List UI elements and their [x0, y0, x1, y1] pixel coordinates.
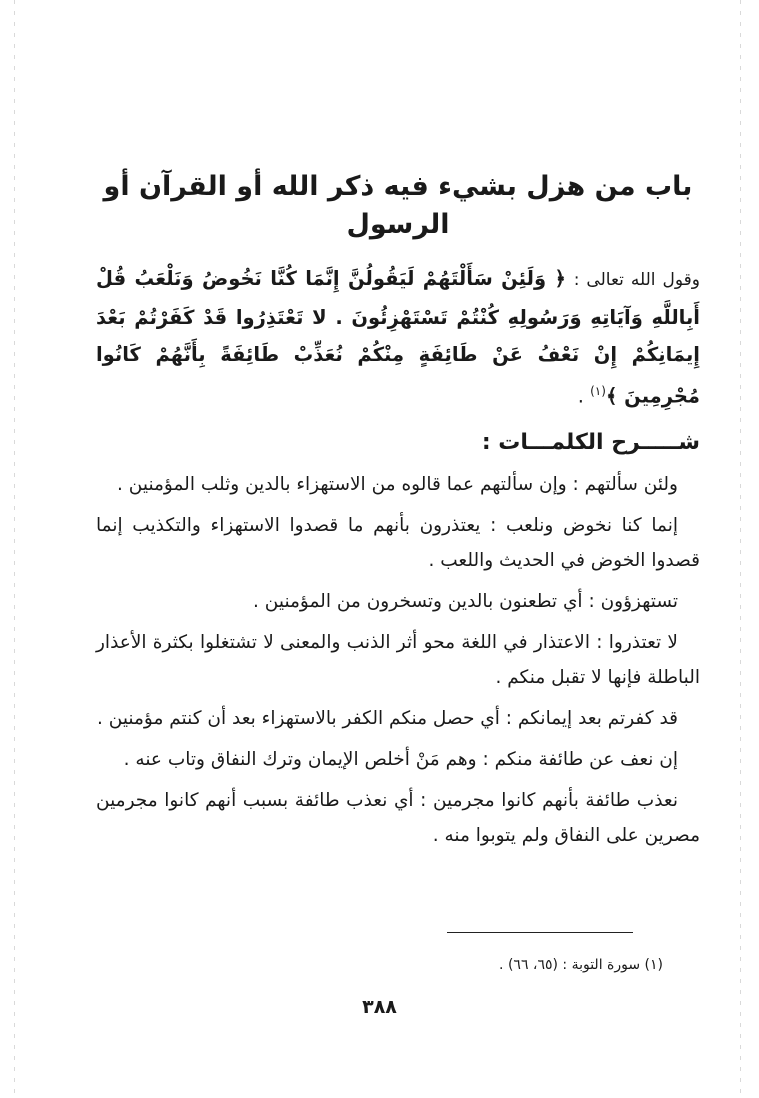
- explanation-entry: نعذب طائفة بأنهم كانوا مجرمين : أي نعذب طائفة بسبب أنهم كانوا مجرمين مصرين على النفاق ولم يتوبوا منه .: [96, 789, 700, 846]
- explanation-entry: تستهزؤون : أي تطعنون بالدين وتسخرون من المؤمنين .: [253, 590, 678, 612]
- page-body: [96, 168, 700, 859]
- verse-end: .: [577, 384, 591, 408]
- explanation-entry: إنما كنا نخوض ونلعب : يعتذرون بأنهم ما قصدوا الاستهزاء والتكذيب إنما قصدوا الخوض في الحديث واللعب .: [96, 514, 700, 571]
- scan-edge-left: [14, 0, 15, 1098]
- footnote-marker[interactable]: (١): [590, 384, 606, 398]
- page-number: ٣٨٨: [362, 996, 397, 1018]
- explanation-entry: لا تعتذروا : الاعتذار في اللغة محو أثر الذنب والمعنى لا تشتغلوا بكثرة الأعذار الباطلة فإنها لا تقبل منكم .: [96, 631, 700, 688]
- scan-edge-right: [740, 0, 741, 1098]
- footnote: (١) سورة التوبة : (٦٥، ٦٦) .: [499, 957, 663, 973]
- chapter-title: باب من هزل بشيء فيه ذكر الله أو القرآن أو الرسول: [103, 171, 693, 240]
- verse-intro: وقول الله تعالى :: [573, 270, 700, 290]
- quran-verse-paragraph: [96, 260, 700, 415]
- explanation-entry: قد كفرتم بعد إيمانكم : أي حصل منكم الكفر بالاستهزاء بعد أن كنتم مؤمنين .: [96, 707, 678, 729]
- section-heading-word-explanation: شـــــرح الكلمـــات :: [481, 429, 700, 455]
- explanation-entry: ولئن سألتهم : وإن سألتهم عما قالوه من الاستهزاء بالدين وثلب المؤمنين .: [117, 473, 678, 495]
- quran-verse-text: ﴿ وَلَئِنْ سَأَلْتَهُمْ لَيَقُولُنَّ إِنَّمَا كُنَّا نَخُوضُ وَنَلْعَبُ قُلْ أَبِاللَّهِ وَآيَاتِهِ وَرَسُولِهِ كُنْتُمْ تَسْتَهْزِئُونَ . لا تَعْتَذِرُوا قَدْ كَفَرْتُمْ بَعْدَ إِيمَانِكُمْ إِنْ نَعْفُ عَنْ طَائِفَةٍ مِنْكُمْ نُعَذِّبْ طَائِفَةً بِأَنَّهُمْ كَانُوا مُجْرِمِينَ ﴾: [96, 267, 700, 408]
- footnote-divider: [447, 932, 633, 933]
- explanation-entry: إن نعف عن طائفة منكم : وهم مَنْ أخلص الإيمان وترك النفاق وتاب عنه .: [123, 748, 678, 770]
